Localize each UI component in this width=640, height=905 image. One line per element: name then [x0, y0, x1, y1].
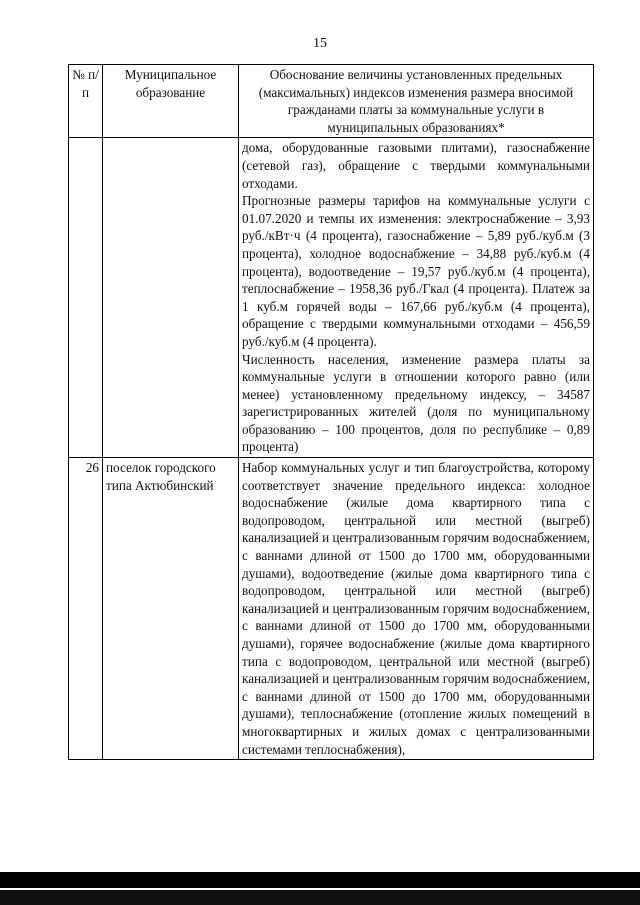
header-municipality: Муниципальное образование — [103, 65, 239, 138]
scan-edge-bar — [0, 890, 640, 905]
row-municipality: поселок городского типа Актюбинский — [103, 458, 239, 760]
paragraph: Прогнозные размеры тарифов на коммунальные услуги с 01.07.2020 и темпы их изменения: электроснабжение – 3,93 руб./кВт·ч (4 процента), газоснабжение – 5,89 руб./куб.м (3 процента), холодное водоснабжение – 34,88 руб./куб.м (4 процента), водоотведение – 19,57 руб./куб.м (4 процента), теплоснабжение – 1958,36 руб./Гкал (4 процента). Платеж за 1 куб.м горячей воды – 167,66 руб./куб.м (4 процента), обращение с твердыми коммунальными отходами – 456,59 руб./куб.м (4 процента). — [242, 193, 590, 349]
table-header-row — [69, 65, 594, 138]
tariff-table — [68, 64, 594, 760]
paragraph: Набор коммунальных услуг и тип благоустройства, которому соответствует значение предельного индекса: холодное водоснабжение (жилые дома квартирного типа с водопроводом, центральной или местной (выгреб) канализацией и централизованным горячим водоснабжением, с ваннами длиной от 1500 до 1700 мм, оборудованными душами), водоотведение (жилые дома квартирного типа с водопроводом, центральной или местной (выгреб) канализацией и централизованным горячим водоснабжением, с ваннами длиной от 1500 до 1700 мм, оборудованными душами), горячее водоснабжение (жилые дома квартирного типа с водопроводом, центральной или местной (выгреб) канализацией и централизованным горячим водоснабжением, с ваннами длиной от 1500 до 1700 мм, оборудованными душами), теплоснабжение (отопление жилых помещений в многоквартирных и жилых домах с централизованными системами теплоснабжения), — [242, 460, 590, 757]
row-justification — [239, 138, 594, 458]
table-row — [69, 458, 594, 760]
row-number: 26 — [69, 458, 103, 760]
paragraph: дома, оборудованные газовыми плитами), газоснабжение (сетевой газ), обращение с твердыми коммунальными отходами. — [242, 140, 590, 191]
scan-edge-bar — [0, 872, 640, 888]
page-number: 15 — [313, 36, 327, 51]
header-number: № п/п — [69, 65, 103, 138]
row-municipality — [103, 138, 239, 458]
table-row — [69, 138, 594, 458]
header-justification: Обоснование величины установленных предельных (максимальных) индексов изменения размера вносимой гражданами платы за коммунальные услуги в муниципальных образованиях* — [239, 65, 594, 138]
row-number — [69, 138, 103, 458]
paragraph: Численность населения, изменение размера платы за коммунальные услуги в отношении которого равно (или менее) установленному предельному индексу, – 34587 зарегистрированных жителей (доля по муниципальному образованию – 100 процентов, доля по республике – 0,89 процента) — [242, 351, 590, 455]
row-justification — [239, 458, 594, 760]
